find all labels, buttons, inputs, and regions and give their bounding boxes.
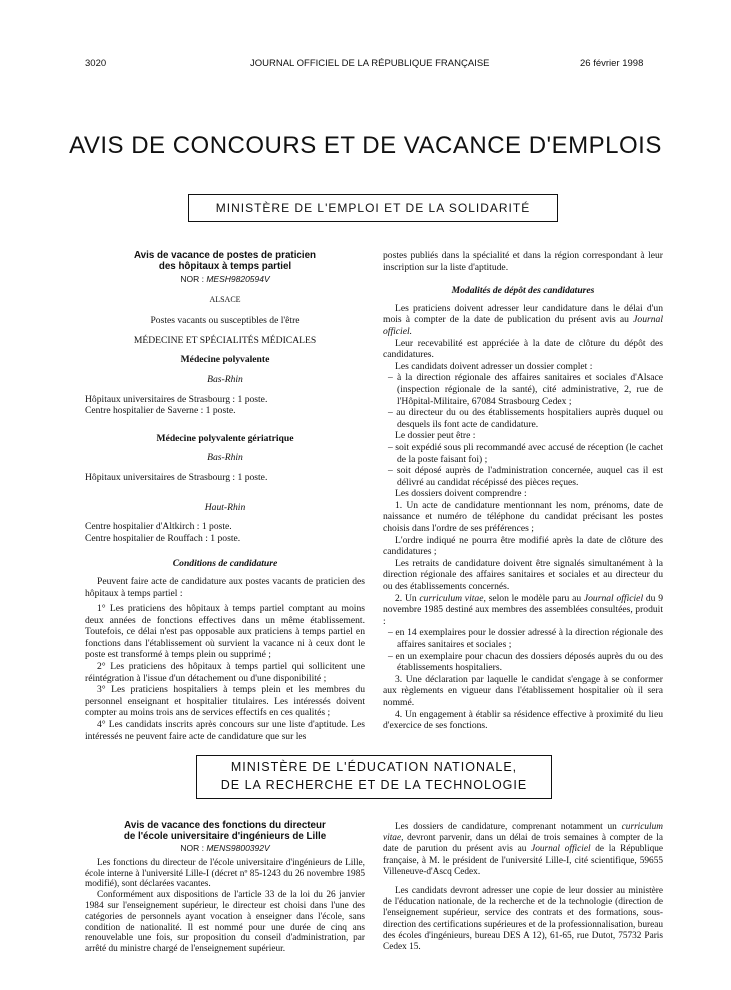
notice1-right-column xyxy=(383,250,663,732)
modalites-3: Les candidats doivent adresser un dossier complet : xyxy=(395,360,593,372)
modalites-4b: – soit déposé auprès de l'administration concernée, auquel cas il est délivré au candidat récépissé des pièces reçues. xyxy=(388,465,663,488)
modalites-5-2e: – en un exemplaire pour chacun des dossiers déposés auprès du ou des établissements hospitaliers. xyxy=(388,650,663,674)
condition-2: 2° Les praticiens des hôpitaux à temps partiel qui sollicitent une réintégration à l'issue d'un détachement ou d'une disponibilité ; xyxy=(85,661,365,684)
notice2-nor: NOR : MENS9800392V xyxy=(180,843,270,853)
notice2-paragraph-2: Conformément aux dispositions de l'article 33 de la loi du 26 janvier 1984 sur l'enseignement supérieur, le directeur est choisi dans l'une des catégories de personnels ayant vocation à enseigner dans l'école, sans condition de nationalité. Il est nommé pour une durée de cinq ans renouvelable une fois, sur proposition du conseil d'administration, par arrêté du ministre chargé de l'enseignement supérieur. xyxy=(85,890,365,955)
conditions-intro: Peuvent faire acte de candidature aux postes vacants de praticien des hôpitaux à temps partiel : xyxy=(85,575,365,599)
page-number: 3020 xyxy=(85,58,107,69)
modalites-5-1c: Les retraits de candidature doivent être signalés simultanément à la direction régionale des affaires sanitaires et sociales et au directeur du ou des établissements concernés. xyxy=(383,557,663,593)
subsection-polyvalente: Médecine polyvalente xyxy=(180,354,270,366)
posts-intro: Postes vacants ou susceptibles de l'être xyxy=(150,315,300,327)
modalites-5-2: 2. Un curriculum vitae, selon le modèle paru au Journal officiel du 9 novembre 1985 destiné aux membres des assemblées consultées, produit : xyxy=(383,592,664,627)
modalites-4a: – soit expédié sous pli recommandé avec accusé de réception (le cachet de la poste faisant foi) ; xyxy=(388,441,663,465)
notice1-title: Avis de vacance de postes de praticien des hôpitaux à temps partiel xyxy=(133,250,317,272)
modalites-2: Leur recevabilité est appréciée à la date de clôture du dépôt des candidatures. xyxy=(383,337,663,361)
post-line: Hôpitaux universitaires de Strasbourg : 1 poste. xyxy=(85,393,268,405)
condition-4-continued: postes publiés dans la spécialité et dans la région correspondant à leur inscription sur la liste d'aptitude. xyxy=(383,250,663,273)
ministry-employment-title: MINISTÈRE DE L'EMPLOI ET DE LA SOLIDARITÉ xyxy=(215,201,531,215)
subsection-geriatrique: Médecine polyvalente gériatrique xyxy=(156,432,294,444)
notice2-title: Avis de vacance des fonctions du directeur de l'école universitaire d'ingénieurs de Lille xyxy=(123,820,327,842)
ministry-education-line2: DE LA RECHERCHE ET DE LA TECHNOLOGIE xyxy=(220,778,528,792)
post-line: Hôpitaux universitaires de Strasbourg : 1 poste. xyxy=(85,471,268,483)
conditions-heading: Conditions de candidature xyxy=(172,558,278,570)
modalites-5-3: 3. Une déclaration par laquelle le candidat s'engage à se conformer aux règlements en vigueur dans l'établissement hospitalier où il sera nommé. xyxy=(383,673,663,708)
modalites-5: Les dossiers doivent comprendre : xyxy=(395,488,527,500)
condition-4: 4° Les candidats inscrits après concours sur une liste d'aptitude. Les intéressés ne peuvent faire acte de candidature que sur les xyxy=(85,719,365,742)
dept-bas-rhin-1: Bas-Rhin xyxy=(207,373,243,385)
dept-haut-rhin: Haut-Rhin xyxy=(204,501,246,513)
journal-title: JOURNAL OFFICIEL DE LA RÉPUBLIQUE FRANÇAISE xyxy=(250,58,490,69)
condition-1: 1° Les praticiens des hôpitaux à temps partiel comptant au moins deux années de fonctions effectives dans un même établissement. Toutefois, ce délai n'est pas opposable aux praticiens à temps partiel en fonctions dans l'établissement où survient la vacance ni à ceux dont le poste est transformé à temps plein ou supprimé ; xyxy=(85,603,365,661)
notice2-left-column xyxy=(85,820,365,955)
page-date: 26 février 1998 xyxy=(580,58,644,69)
notice1-left-column xyxy=(85,250,365,742)
post-line: Centre hospitalier d'Altkirch : 1 poste. xyxy=(85,521,232,533)
modalites-5-1b: L'ordre indiqué ne pourra être modifié après la date de clôture des candidatures ; xyxy=(383,534,663,558)
modalites-5-1: 1. Un acte de candidature mentionnant les nom, prénoms, date de naissance et numéro de téléphone du candidat précisant les postes choisis dans l'ordre de ses préférences ; xyxy=(383,499,663,535)
post-line: Centre hospitalier de Saverne : 1 poste. xyxy=(85,405,236,417)
notice2-paragraph-4: Les candidats devront adresser une copie de leur dossier au ministère de l'éducation nationale, de la recherche et de la technologie (direction de l'enseignement supérieur, service des contrats et des formations, sous-direction des certifications supérieures et de la professionnalisation, bureau des écoles d'ingénieurs, bureau DES A 12), 61-65, rue Dutot, 75732 Paris Cedex 15. xyxy=(383,886,663,953)
condition-3: 3° Les praticiens hospitaliers à temps plein et les membres du personnel enseignant et hospitalier titulaires. Les intéressés doivent compter au moins trois ans de services effectifs en ces qualités ; xyxy=(85,684,365,719)
notice2-right-column xyxy=(383,822,663,953)
main-title: AVIS DE CONCOURS ET DE VACANCE D'EMPLOIS xyxy=(69,132,662,159)
region: ALSACE xyxy=(209,294,241,304)
dept-bas-rhin-2: Bas-Rhin xyxy=(207,452,243,464)
modalites-5-2d: – en 14 exemplaires pour le dossier adressé à la direction régionale des affaires sanitaires et sociales ; xyxy=(388,627,663,650)
post-line: Centre hospitalier de Rouffach : 1 poste. xyxy=(85,532,241,544)
modalites-4: Le dossier peut être : xyxy=(395,430,476,442)
ministry-education-box xyxy=(196,755,552,799)
notice2-paragraph-1: Les fonctions du directeur de l'école universitaire d'ingénieurs de Lille, école interne à l'université Lille-I (décret nº 85-1243 du 26 novembre 1985 modifié), sont déclarées vacantes. xyxy=(85,857,365,890)
notice1-nor: NOR : MESH9820594V xyxy=(180,274,270,284)
modalites-3a: – à la direction régionale des affaires sanitaires et sociales d'Alsace (inspection régionale de la santé), cité administrative, 2, rue de l'Hôpital-Militaire, 67084 Strasbourg Cedex ; xyxy=(388,372,663,407)
specialty: MÉDECINE ET SPÉCIALITÉS MÉDICALES xyxy=(133,334,317,346)
ministry-employment-box xyxy=(188,194,558,222)
modalites-5-4: 4. Un engagement à établir sa résidence effective à proximité du lieu d'exercice de ses fonctions. xyxy=(383,708,663,732)
modalites-heading: Modalités de dépôt des candidatures xyxy=(451,285,595,297)
modalites-1: Les praticiens doivent adresser leur candidature dans le délai d'un mois à compter de la date de publication du présent avis au Journal officiel. xyxy=(383,302,663,337)
modalites-3b: – au directeur du ou des établissements hospitaliers auprès duquel ou desquels ils font acte de candidature. xyxy=(388,407,663,430)
notice2-paragraph-3: Les dossiers de candidature, comprenant notamment un curriculum vitae, devront parvenir, dans un délai de trois semaines à compter de la date de parution du présent avis au Journal officiel de la République française, à M. le président de l'université Lille-I, cité scientifique, 59655 Villeneuve-d'Ascq Cedex. xyxy=(383,822,664,877)
ministry-education-line1: MINISTÈRE DE L'ÉDUCATION NATIONALE, xyxy=(230,760,518,774)
